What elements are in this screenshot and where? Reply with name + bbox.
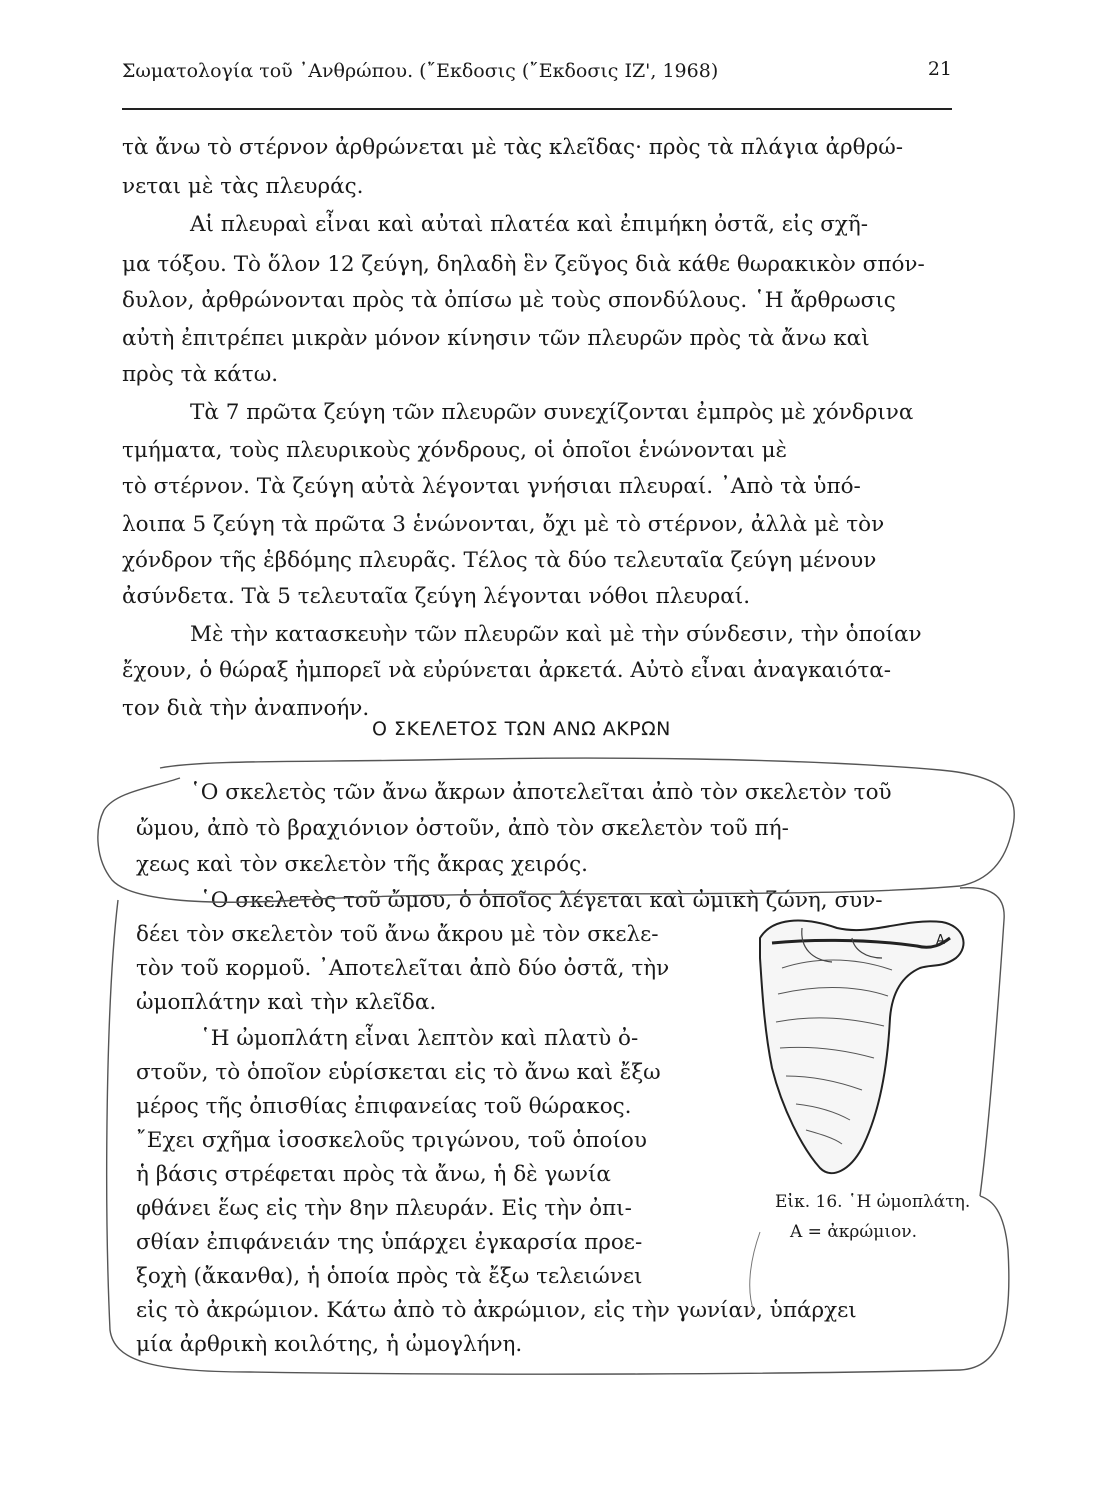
- body-line: λοιπα 5 ζεύγη τὰ πρῶτα 3 ἑνώνονται, ὄχι μὲ τὸ στέρνον, ἀλλὰ μὲ τὸν: [122, 512, 885, 537]
- section-line: ὤμου, ἀπὸ τὸ βραχιόνιον ὀστοῦν, ἀπὸ τὸν σκελετὸν τοῦ πή-: [136, 816, 789, 841]
- figure-caption-line2: Α = ἀκρώμιον.: [790, 1222, 917, 1242]
- body-line: αὐτὴ ἐπιτρέπει μικρὰν μόνον κίνησιν τῶν πλευρῶν πρὸς τὰ ἄνω καὶ: [122, 326, 870, 351]
- section-line: ῎Εχει σχῆμα ἰσοσκελοῦς τριγώνου, τοῦ ὁποίου: [136, 1128, 647, 1153]
- header-rule: [122, 108, 952, 110]
- body-line: Μὲ τὴν κατασκευὴν τῶν πλευρῶν καὶ μὲ τὴν σύνδεσιν, τὴν ὁποίαν: [190, 622, 922, 647]
- body-line: τὸ στέρνον. Τὰ ζεύγη αὐτὰ λέγονται γνήσιαι πλευραί. ᾿Απὸ τὰ ὑπό-: [122, 474, 861, 499]
- body-line: τον διὰ τὴν ἀναπνοήν.: [122, 696, 370, 721]
- section-line: χεως καὶ τὸν σκελετὸν τῆς ἄκρας χειρός.: [136, 852, 588, 877]
- section-line: δέει τὸν σκελετὸν τοῦ ἄνω ἄκρου μὲ τὸν σκελε-: [136, 922, 659, 947]
- section-line: στοῦν, τὸ ὁποῖον εὑρίσκεται εἰς τὸ ἄνω καὶ ἔξω: [136, 1060, 661, 1085]
- figure-label-a: A: [936, 933, 945, 948]
- body-line: τὰ ἄνω τὸ στέρνον ἀρθρώνεται μὲ τὰς κλεῖδας· πρὸς τὰ πλάγια ἀρθρώ-: [122, 135, 904, 160]
- body-line: Τὰ 7 πρῶτα ζεύγη τῶν πλευρῶν συνεχίζονται ἐμπρὸς μὲ χόνδρινα: [190, 400, 914, 425]
- section-line: ὠμοπλάτην καὶ τὴν κλεῖδα.: [136, 990, 437, 1015]
- section-line: μέρος τῆς ὀπισθίας ἐπιφανείας τοῦ θώρακος.: [136, 1094, 632, 1119]
- body-line: νεται μὲ τὰς πλευράς.: [122, 174, 364, 199]
- header-title: Σωματολογία τοῦ ᾿Ανθρώπου. (῎Εκδοσις (῎Εκδοσις ΙΖ', 1968): [122, 60, 719, 82]
- section-line: ξοχὴ (ἄκανθα), ἡ ὁποία πρὸς τὰ ἔξω τελειώνει: [136, 1264, 643, 1289]
- body-line: Αἱ πλευραὶ εἶναι καὶ αὐταὶ πλατέα καὶ ἐπιμήκη ὀστᾶ, εἰς σχῆ-: [190, 212, 869, 237]
- section-line: μία ἀρθρικὴ κοιλότης, ἡ ὠμογλήνη.: [136, 1332, 523, 1357]
- section-line: τὸν τοῦ κορμοῦ. ᾿Αποτελεῖται ἀπὸ δύο ὀστᾶ, τὴν: [136, 956, 670, 981]
- body-line: δυλον, ἀρθρώνονται πρὸς τὰ ὀπίσω μὲ τοὺς σπονδύλους. ῾Η ἄρθρωσις: [122, 288, 896, 313]
- section-line: ῾Η ὠμοπλάτη εἶναι λεπτὸν καὶ πλατὺ ὀ-: [200, 1026, 639, 1051]
- body-line: χόνδρον τῆς ἑβδόμης πλευρᾶς. Τέλος τὰ δύο τελευταῖα ζεύγη μένουν: [122, 548, 877, 573]
- section-line: σθίαν ἐπιφάνειάν της ὑπάρχει ἐγκαρσία προε-: [136, 1230, 643, 1255]
- section-line: ῾Ο σκελετὸς τῶν ἄνω ἄκρων ἀποτελεῖται ἀπὸ τὸν σκελετὸν τοῦ: [190, 780, 892, 805]
- body-line: ἔχουν, ὁ θώραξ ἠμπορεῖ νὰ εὐρύνεται ἀρκετά. Αὐτὸ εἶναι ἀναγκαιότα-: [122, 658, 892, 683]
- section-line: εἰς τὸ ἀκρώμιον. Κάτω ἀπὸ τὸ ἀκρώμιον, εἰς τὴν γωνίαν, ὑπάρχει: [136, 1298, 857, 1323]
- section-line: φθάνει ἕως εἰς τὴν 8ην πλευράν. Εἰς τὴν ὀπι-: [136, 1196, 632, 1221]
- running-header: [122, 58, 952, 100]
- body-line: ἀσύνδετα. Τὰ 5 τελευταῖα ζεύγη λέγονται νόθοι πλευραί.: [122, 584, 751, 609]
- body-line: τμήματα, τοὺς πλευρικοὺς χόνδρους, οἱ ὁποῖοι ἑνώνονται μὲ: [122, 438, 788, 463]
- page-number: 21: [927, 58, 952, 80]
- body-line: μα τόξου. Τὸ ὅλον 12 ζεύγη, δηλαδὴ ἓν ζεῦγος διὰ κάθε θωρακικὸν σπόν-: [122, 252, 925, 277]
- body-line: πρὸς τὰ κάτω.: [122, 362, 279, 387]
- section-heading: Ο ΣΚΕΛΕΤΟΣ ΤΩΝ ΑΝΩ ΑΚΡΩΝ: [372, 718, 671, 740]
- section-line: ἡ βάσις στρέφεται πρὸς τὰ ἄνω, ἡ δὲ γωνία: [136, 1162, 611, 1187]
- figure-caption-line1: Εἰκ. 16. ῾Η ὠμοπλάτη.: [775, 1192, 971, 1212]
- section-line: ῾Ο σκελετὸς τοῦ ὤμου, ὁ ὁποῖος λέγεται καὶ ὠμικὴ ζώνη, συν-: [200, 888, 883, 913]
- scapula-figure: [742, 898, 982, 1188]
